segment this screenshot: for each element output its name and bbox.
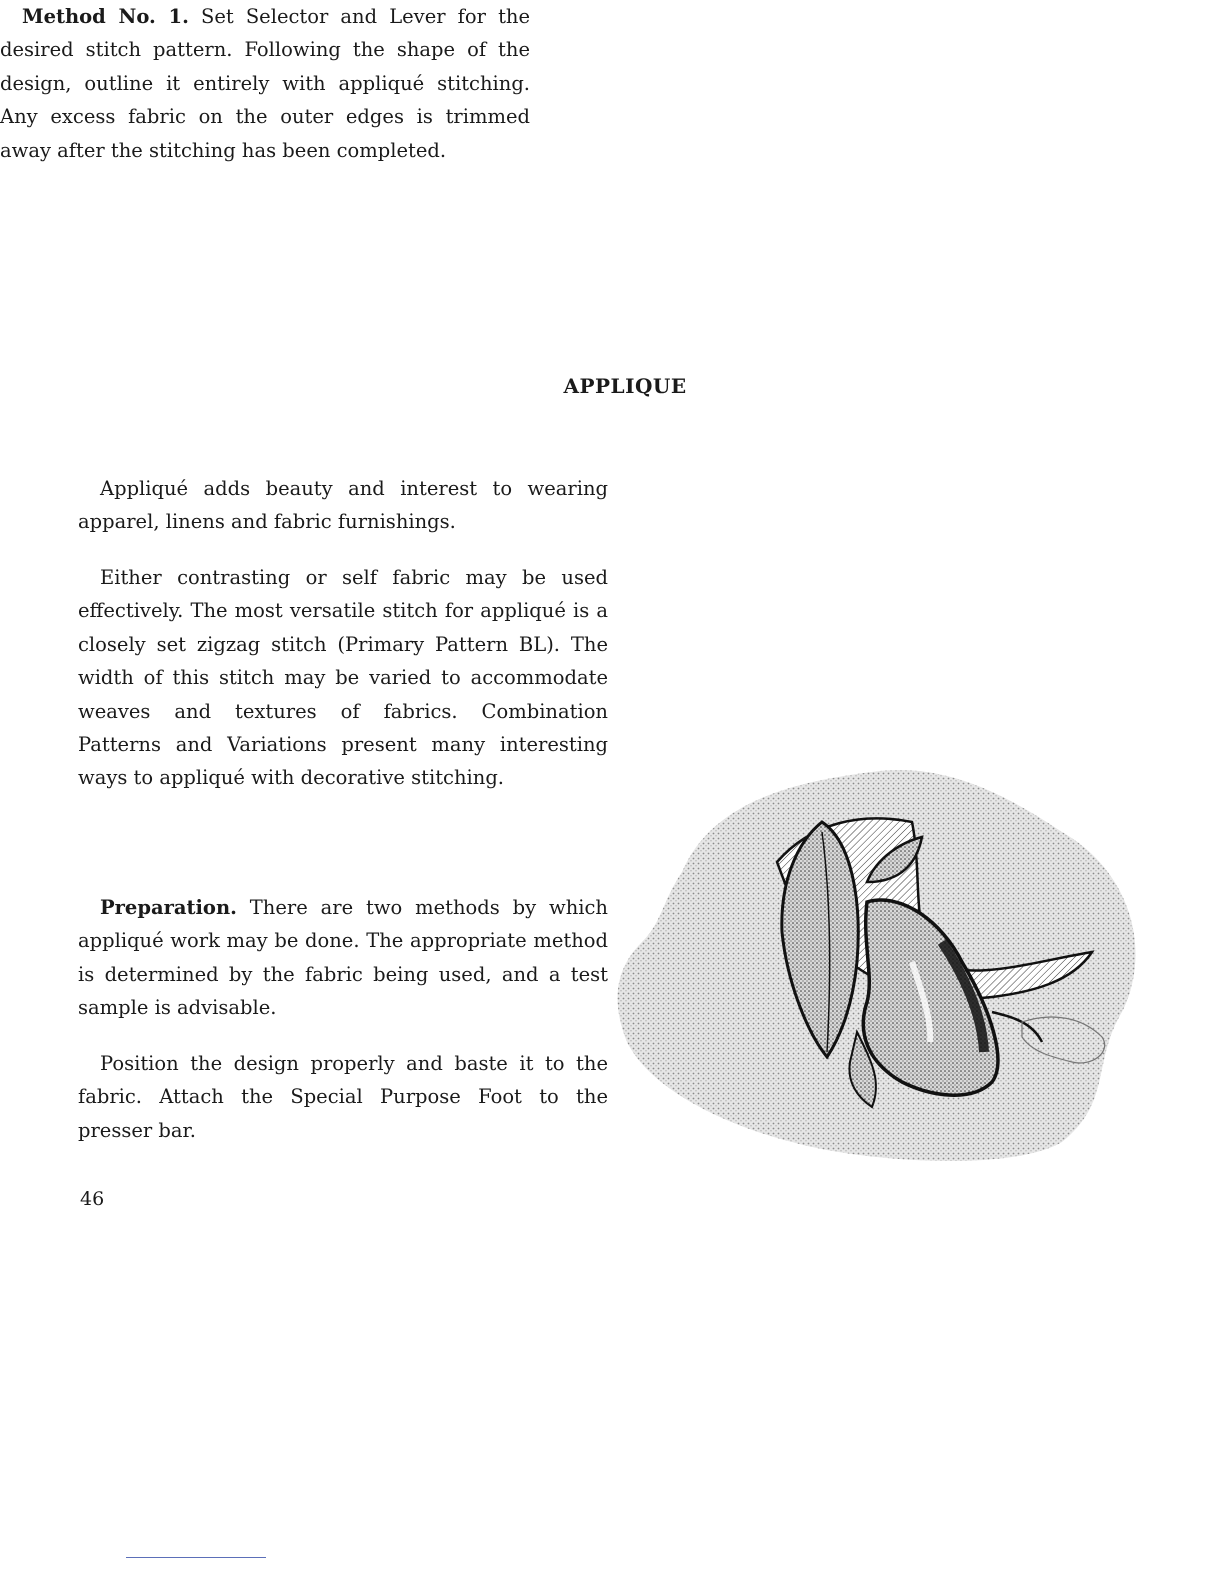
preparation-paragraph — [78, 891, 608, 1025]
fabric-text: Either contrasting or self fabric may be used effectively. The most versatile stitch for appliqué is a closely set zigzag stitch (Primary Pattern BL). The width of this stitch may be varied to accommodate weaves and textures of fabrics. Combination Patterns and Variations present many interesting ways to appliqué with decorative stitching. — [78, 566, 608, 790]
pear-applique-illustration — [612, 762, 1172, 1172]
method-one-paragraph — [0, 0, 530, 167]
page-number: 46 — [80, 1188, 105, 1210]
preparation-heading: Preparation. — [100, 896, 237, 919]
position-paragraph — [78, 1047, 608, 1147]
intro-paragraph — [78, 472, 608, 539]
intro-text: Appliqué adds beauty and interest to wearing apparel, linens and fabric furnishings. — [78, 477, 608, 534]
position-text: Position the design properly and baste it to the fabric. Attach the Special Purpose Foot to the presser bar. — [78, 1052, 608, 1142]
preparation-text: There are two methods by which appliqué work may be done. The appropriate method is determined by the fabric being used, and a test sample is advisable. — [78, 896, 608, 1020]
method-one-heading: Method No. 1. — [22, 5, 189, 28]
footer-rule — [126, 1557, 266, 1558]
fabric-paragraph — [78, 561, 608, 795]
method-one-text: Set Selector and Lever for the desired stitch pattern. Following the shape of the design, outline it entirely with appliqué stitching. Any excess fabric on the outer edges is trimmed away after the stitching has been completed. — [0, 5, 531, 162]
page-title: APPLIQUE — [563, 374, 687, 398]
